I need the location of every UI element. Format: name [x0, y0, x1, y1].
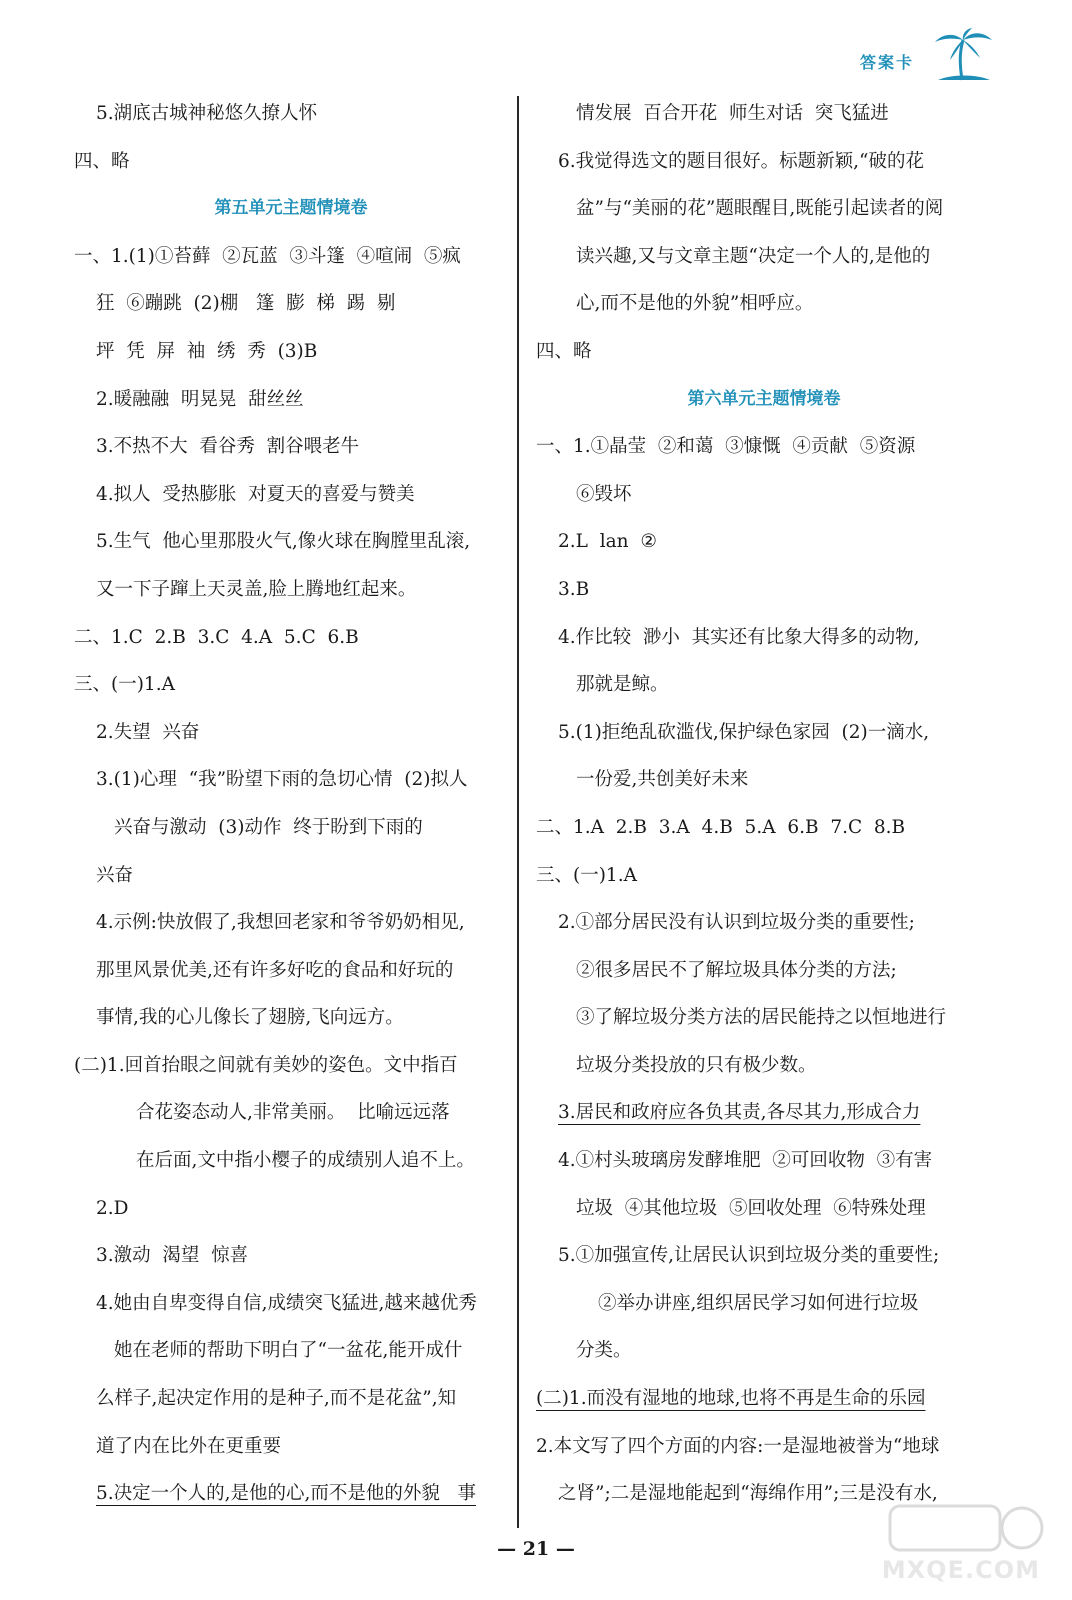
- answer-text: 一、1.①晶莹 ②和蔼 ③慷慨 ④贡献 ⑤资源: [536, 436, 916, 458]
- answer-text: 6.我觉得选文的题目很好。标题新颖,“破的花: [558, 150, 924, 172]
- answer-text: 兴奋与激动 (3)动作 终于盼到下雨的: [114, 816, 423, 838]
- answer-text: 道了内在比外在更重要: [96, 1435, 282, 1457]
- answer-line: [536, 947, 992, 995]
- answer-text: 2.①部分居民没有认识到垃圾分类的重要性;: [558, 912, 915, 934]
- answer-text: 四、略: [536, 340, 592, 362]
- answer-line: [74, 471, 508, 519]
- answer-line: [536, 1232, 992, 1280]
- answer-line: [74, 614, 508, 662]
- answer-line: [74, 423, 508, 471]
- answer-text: ②很多居民不了解垃圾具体分类的方法;: [576, 959, 897, 981]
- answer-text: (二)1.回首抬眼之间就有美妙的姿色。文中指百: [74, 1054, 458, 1076]
- palm-tree-icon: [932, 26, 994, 82]
- left-column: [74, 90, 508, 1518]
- answer-line: [74, 1232, 508, 1280]
- answer-text: 垃圾分类投放的只有极少数。: [576, 1054, 817, 1076]
- answer-line: [74, 1280, 508, 1328]
- answer-line: [74, 233, 508, 281]
- answer-line: [74, 1327, 508, 1375]
- answer-text: 第六单元主题情境卷: [687, 388, 841, 409]
- section-title: [536, 376, 992, 424]
- answer-line: [536, 899, 992, 947]
- answer-text: 3.(1)心理 “我”盼望下雨的急切心情 (2)拟人: [96, 769, 468, 791]
- answer-text: 5.生气 他心里那股火气,像火球在胸膛里乱滚,: [96, 531, 471, 553]
- answer-text: 心,而不是他的外貌”相呼应。: [576, 293, 814, 315]
- answer-text: 5.①加强宣传,让居民认识到垃圾分类的重要性;: [558, 1245, 940, 1267]
- answer-line: [74, 1185, 508, 1233]
- answer-line: [74, 994, 508, 1042]
- answer-line: [536, 471, 992, 519]
- answer-line: [74, 661, 508, 709]
- answer-line: [536, 1375, 992, 1423]
- answer-text: 坪 凭 屏 袖 绣 秀 (3)B: [96, 340, 318, 362]
- answer-line: [536, 709, 992, 757]
- answer-line: [536, 328, 992, 376]
- answer-line: [74, 804, 508, 852]
- answer-line: [536, 233, 992, 281]
- answer-text: 又一下子蹿上天灵盖,脸上腾地红起来。: [96, 578, 417, 600]
- answer-text: 4.①村头玻璃房发酵堆肥 ②可回收物 ③有害: [558, 1150, 933, 1172]
- answer-line: [536, 1089, 992, 1137]
- answer-line: [536, 518, 992, 566]
- answer-text: 4.她由自卑变得自信,成绩突飞猛进,越来越优秀: [96, 1292, 477, 1314]
- answer-text: 2.本文写了四个方面的内容:一是湿地被誉为“地球: [536, 1435, 940, 1457]
- answer-line: [536, 756, 992, 804]
- answer-text: ③了解垃圾分类方法的居民能持之以恒地进行: [576, 1007, 947, 1029]
- answer-text: 4.示例:快放假了,我想回老家和爷爷奶奶相见,: [96, 912, 465, 934]
- answer-text: 读兴趣,又与文章主题“决定一个人的,是他的: [576, 245, 931, 267]
- watermark-logo: [850, 1500, 1050, 1590]
- answer-line: [536, 423, 992, 471]
- answer-line: [74, 1042, 508, 1090]
- answer-text: 合花姿态动人,非常美丽。 比喻远远落: [136, 1102, 450, 1124]
- answer-text: 垃圾 ④其他垃圾 ⑤回收处理 ⑥特殊处理: [576, 1197, 926, 1219]
- answer-line: [74, 280, 508, 328]
- answer-text: 事情,我的心儿像长了翅膀,飞向远方。: [96, 1007, 404, 1029]
- answer-text: 3.B: [558, 578, 590, 600]
- section-title: [74, 185, 508, 233]
- answer-text: 3.居民和政府应各负其责,各尽其力,形成合力: [558, 1102, 921, 1124]
- answer-text: (二)1.而没有湿地的地球,也将不再是生命的乐园: [536, 1388, 926, 1410]
- answer-text: ②举办讲座,组织居民学习如何进行垃圾: [598, 1292, 919, 1314]
- answer-line: [536, 661, 992, 709]
- answer-text: 情发展 百合开花 师生对话 突飞猛进: [576, 103, 889, 124]
- answer-text: 一、1.(1)①苔藓 ②瓦蓝 ③斗篷 ④喧闹 ⑤疯: [74, 245, 461, 267]
- answer-text: 3.不热不大 看谷秀 割谷喂老牛: [96, 436, 360, 458]
- answer-text: 兴奋: [96, 864, 134, 886]
- answer-line: [536, 1280, 992, 1328]
- answer-line: [536, 1327, 992, 1375]
- right-column: [536, 90, 992, 1518]
- answer-line: [74, 852, 508, 900]
- answer-text: 盆”与“美丽的花”题眼醒目,既能引起读者的阅: [576, 198, 944, 220]
- answer-line: [536, 1042, 992, 1090]
- answer-text: 第五单元主题情境卷: [214, 198, 368, 219]
- page-number: — 21 —: [497, 1538, 575, 1560]
- answer-line: [536, 804, 992, 852]
- answer-text: 2.暖融融 明晃晃 甜丝丝: [96, 388, 304, 410]
- answer-text: 3.激动 渴望 惊喜: [96, 1245, 249, 1267]
- answer-text: 4.作比较 渺小 其实还有比象大得多的动物,: [558, 626, 920, 648]
- answer-line: [74, 518, 508, 566]
- answer-text: 她在老师的帮助下明白了“一盆花,能开成什: [114, 1340, 463, 1362]
- answer-line: [74, 138, 508, 186]
- answer-text: 4.拟人 受热膨胀 对夏天的喜爱与赞美: [96, 483, 415, 505]
- answer-line: [536, 138, 992, 186]
- answer-text: 一份爱,共创美好未来: [576, 769, 749, 791]
- answer-line: [536, 1185, 992, 1233]
- answer-line: [536, 566, 992, 614]
- answer-line: [536, 994, 992, 1042]
- answer-text: 三、(一)1.A: [536, 864, 637, 886]
- answer-text: 二、1.C 2.B 3.C 4.A 5.C 6.B: [74, 626, 359, 648]
- answer-line: [74, 376, 508, 424]
- watermark-text: MXQE.COM: [881, 1556, 1040, 1584]
- answer-text: 二、1.A 2.B 3.A 4.B 5.A 6.B 7.C 8.B: [536, 816, 906, 838]
- answer-line: [74, 1470, 508, 1518]
- answer-text: 那就是鲸。: [576, 674, 669, 696]
- answer-line: [536, 90, 992, 138]
- header-label: 答案卡: [860, 53, 915, 72]
- column-divider: [517, 96, 519, 1528]
- answer-text: 在后面,文中指小樱子的成绩别人追不上。: [136, 1150, 475, 1172]
- answer-text: 狂 ⑥蹦跳 (2)棚 篷 膨 梯 踢 剔: [96, 293, 396, 315]
- answer-text: 么样子,起决定作用的是种子,而不是花盆”,知: [96, 1388, 457, 1410]
- answer-text: 5.湖底古城神秘悠久撩人怀: [96, 103, 318, 124]
- answer-line: [74, 328, 508, 376]
- answer-line: [74, 1137, 508, 1185]
- answer-line: [74, 709, 508, 757]
- answer-line: [74, 1423, 508, 1471]
- answer-text: 5.决定一个人的,是他的心,而不是他的外貌 事: [96, 1483, 477, 1505]
- answer-line: [74, 1089, 508, 1137]
- answer-line: [536, 852, 992, 900]
- answer-text: 5.(1)拒绝乱砍滥伐,保护绿色家园 (2)一滴水,: [558, 721, 930, 743]
- answer-line: [74, 899, 508, 947]
- answer-line: [536, 185, 992, 233]
- answer-line: [536, 280, 992, 328]
- answer-text: ⑥毁坏: [576, 483, 632, 505]
- answer-line: [536, 1423, 992, 1471]
- answer-text: 2.失望 兴奋: [96, 721, 200, 743]
- watermark-stamp-icon: [850, 1500, 1050, 1560]
- answer-text: 之肾”;二是湿地能起到“海绵作用”;三是没有水,: [558, 1483, 938, 1505]
- answer-line: [536, 614, 992, 662]
- answer-text: 分类。: [576, 1340, 632, 1362]
- answer-line: [74, 756, 508, 804]
- answer-line: [74, 1375, 508, 1423]
- answer-text: 2.D: [96, 1197, 129, 1219]
- answer-line: [74, 566, 508, 614]
- answer-text: 2.L lan ②: [558, 531, 657, 553]
- answer-line: [536, 1137, 992, 1185]
- answer-text: 三、(一)1.A: [74, 674, 175, 696]
- answer-line: [74, 947, 508, 995]
- answer-text: 那里风景优美,还有许多好吃的食品和好玩的: [96, 959, 454, 981]
- answer-text: 四、略: [74, 150, 130, 172]
- answer-line: [74, 90, 508, 138]
